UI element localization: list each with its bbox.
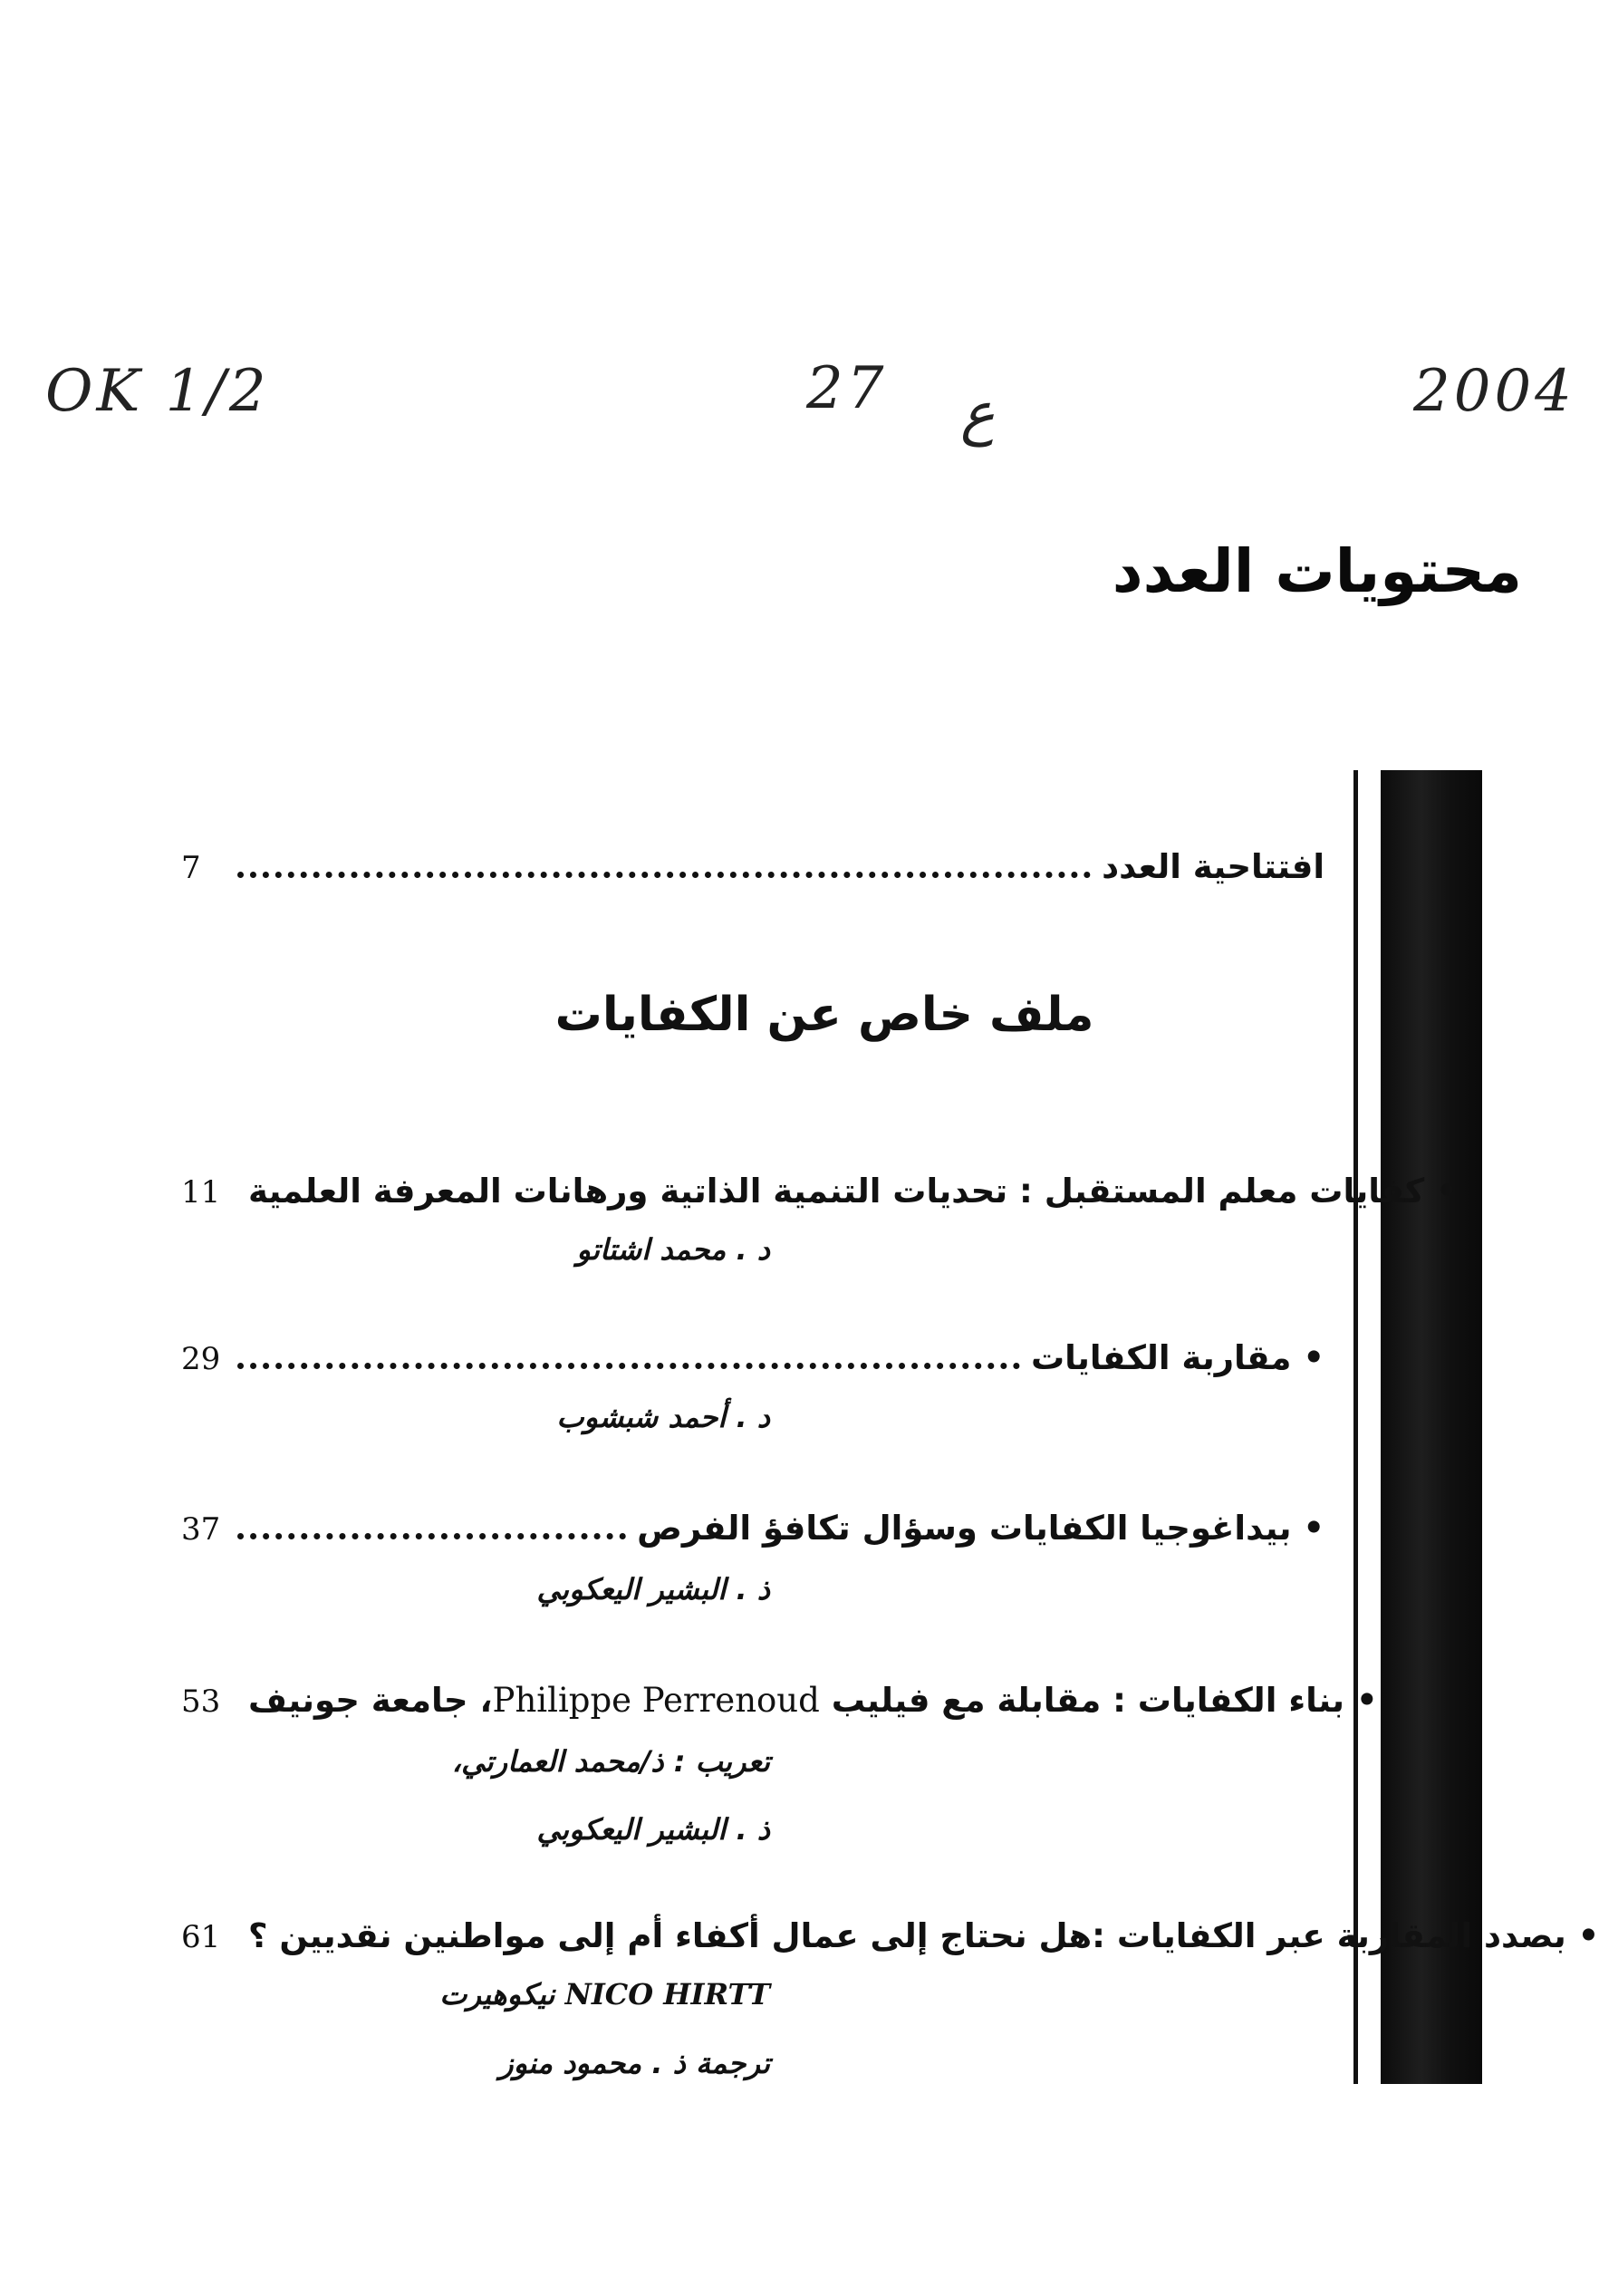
sidebar-bar xyxy=(1381,770,1482,2084)
handwritten-issue-letter: ع xyxy=(960,381,996,448)
toc-entry-title: • بصدد المقاربة عبر الكفايات :هل نحتاج إلى عمال أكفاء أم إلى مواطنين نقديين ؟ xyxy=(248,1916,1599,1955)
toc-leader-dots xyxy=(237,1533,626,1539)
sidebar-rule xyxy=(1353,770,1358,2084)
toc-entry-title: • بيداغوجيا الكفايات وسؤال تكافؤ الفرص xyxy=(637,1509,1324,1548)
page-title: محتويات العدد xyxy=(1112,536,1522,606)
toc-entry-author: د . محمد اشتاتو xyxy=(576,1232,770,1267)
toc-entry-title: • كفايات معلم المستقبل : تحديات التنمية الذاتية ورهانات المعرفة العلمية xyxy=(248,1172,1458,1211)
toc-entry-author: د . أحمد شبشوب xyxy=(556,1400,770,1434)
toc-entry-author: ذ . البشير اليعكوبي xyxy=(536,1572,770,1606)
toc-entry-author: ذ . البشير اليعكوبي xyxy=(536,1812,770,1847)
handwritten-year: 2004 xyxy=(1413,358,1575,425)
toc-entry[interactable] xyxy=(181,1665,1378,1720)
handwritten-note-left: OK 1/2 xyxy=(45,358,270,425)
toc-entry-title: افتتاحية العدد xyxy=(1102,847,1324,886)
toc-page-number: 53 xyxy=(181,1683,221,1720)
toc-entry-title xyxy=(248,1681,1378,1720)
toc-page-number: 61 xyxy=(181,1919,221,1955)
toc-page-number: 11 xyxy=(181,1174,221,1211)
toc-entry-title-part: ، جامعة جونيف xyxy=(248,1681,493,1720)
handwritten-issue-number: 27 xyxy=(806,355,888,422)
toc-entry-translator: تعريب : ذ/محمد العمارتي، xyxy=(451,1744,770,1779)
toc-page-number: 29 xyxy=(181,1341,221,1377)
toc-entry-author: NICO HIRTT نيكوهيرت xyxy=(439,1977,770,2011)
toc-entry[interactable] xyxy=(181,1901,1599,1955)
toc-entry[interactable] xyxy=(181,1323,1324,1377)
toc-entry[interactable] xyxy=(181,1156,1458,1211)
toc-leader-dots xyxy=(237,872,1091,878)
toc-page-number: 37 xyxy=(181,1511,221,1548)
toc-entry[interactable] xyxy=(181,1493,1324,1548)
toc-page-number: 7 xyxy=(181,850,201,886)
toc-entry-title-latin: Philippe Perrenoud xyxy=(492,1681,820,1720)
toc-leader-dots xyxy=(237,1363,1020,1369)
section-heading: ملف خاص عن الكفايات xyxy=(554,988,1094,1042)
toc-entry-title: • مقاربة الكفايات xyxy=(1030,1338,1324,1377)
toc-entry-opening[interactable] xyxy=(181,832,1324,886)
toc-entry-translator: ترجمة ذ . محمود منوز xyxy=(499,2046,770,2080)
toc-entry-title-part: • بناء الكفايات : مقابلة مع فيليب xyxy=(831,1681,1378,1720)
